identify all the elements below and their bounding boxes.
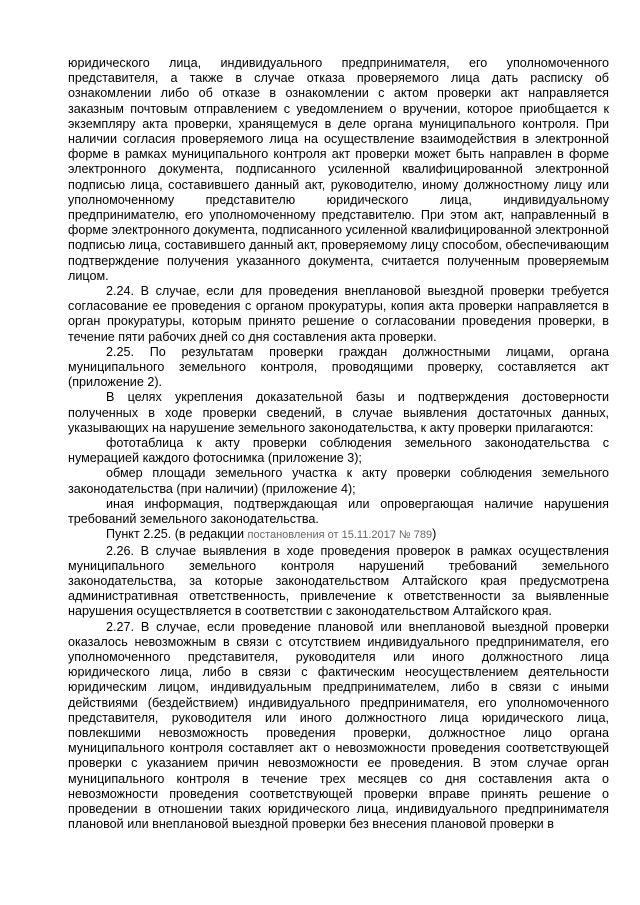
document-page [68, 56, 609, 832]
paragraph-2-26: 2.26. В случае выявления в ходе проведения проверок в рамках осуществления муниципального земельного контроля нарушений требований земельного законодательства, за которые законодательством Алтайского края предусмотрена административная ответственность, привлечение к ответственности за выявленные нарушения осуществляется в соответствии с законодательством Алтайского края. [68, 543, 609, 619]
paragraph-2-23-continuation: юридического лица, индивидуального предпринимателя, его уполномоченного представителя, а также в случае отказа проверяемого лица дать расписку об ознакомлении либо об отказе в ознакомлении с актом проверки акт направляется заказным почтовым отправлением с уведомлением о вручении, которое приобщается к экземпляру акта проверки, хранящемуся в деле органа муниципального контроля. При наличии согласия проверяемого лица на осуществление взаимодействия в электронной форме в рамках муниципального контроля акт проверки может быть направлен в форме электронного документа, подписанного усиленной квалифицированной электронной подписью лица, составившего данный акт, руководителю, иному должностному лицу или уполномоченному представителю юридического лица, индивидуальному предпринимателю, его уполномоченному представителю. При этом акт, направленный в форме электронного документа, подписанного усиленной квалифицированной электронной подписью лица, составившего данный акт, проверяемому лицу способом, обеспечивающим подтверждение получения указанного документа, считается полученным проверяемым лицом. [68, 56, 609, 283]
list-item-photo-table: фототаблица к акту проверки соблюдения земельного законодательства с нумерацией каждого фотоснимка (приложение 3); [68, 436, 609, 466]
paragraph-2-25: 2.25. По результатам проверки граждан должностными лицами, органа муниципального земельного контроля, проводящими проверку, составляется акт (приложение 2). [68, 344, 609, 390]
amendment-link[interactable]: постановления от 15.11.2017 № 789 [247, 529, 433, 542]
amendment-note-suffix: ) [432, 527, 437, 542]
list-item-other-information: иная информация, подтверждающая или опровергающая наличие нарушения требований земельного законодательства. [68, 496, 609, 527]
amendment-note-prefix: Пункт 2.25. (в редакции [106, 527, 248, 542]
paragraph-2-27: 2.27. В случае, если проведение плановой или внеплановой выездной проверки оказалось невозможным в связи с отсутствием индивидуального предпринимателя, его уполномоченного представителя, руководителя или иного должностного лица юридического лица, либо в связи с фактическим неосуществлением деятельности юридическим лицом, индивидуальным предпринимателем, либо в связи с иными действиями (бездействием) индивидуального предпринимателя, его уполномоченного представителя, руководителя или иного должностного лица юридического лица, повлекшими невозможность проведения проверки, должностное лицо органа муниципального контроля составляет акт о невозможности проведения соответствующей проверки с указанием причин невозможности ее проведения. В этом случае орган муниципального контроля в течение трех месяцев со дня составления акта о невозможности проведения соответствующей проверки вправе принять решение о проведении в отношении таких юридического лица, индивидуального предпринимателя плановой или внеплановой выездной проверки без внесения плановой проверки в [68, 619, 609, 832]
amendment-note [68, 527, 609, 543]
paragraph-evidence-intro: В целях укрепления доказательной базы и подтверждения достоверности полученных в ходе проверки сведений, в случае выявления достаточных данных, указывающих на нарушение земельного законодательства, к акту проверки прилагаются: [68, 390, 609, 435]
list-item-area-measurement: обмер площади земельного участка к акту проверки соблюдения земельного законодательства (при наличии) (приложение 4); [68, 466, 609, 496]
paragraph-2-24: 2.24. В случае, если для проведения внеплановой выездной проверки требуется согласование ее проведения с органом прокуратуры, копия акта проверки направляется в орган прокуратуры, которым принято решение о согласовании проведения проверки, в течение пяти рабочих дней со дня составления акта проверки. [68, 284, 609, 344]
